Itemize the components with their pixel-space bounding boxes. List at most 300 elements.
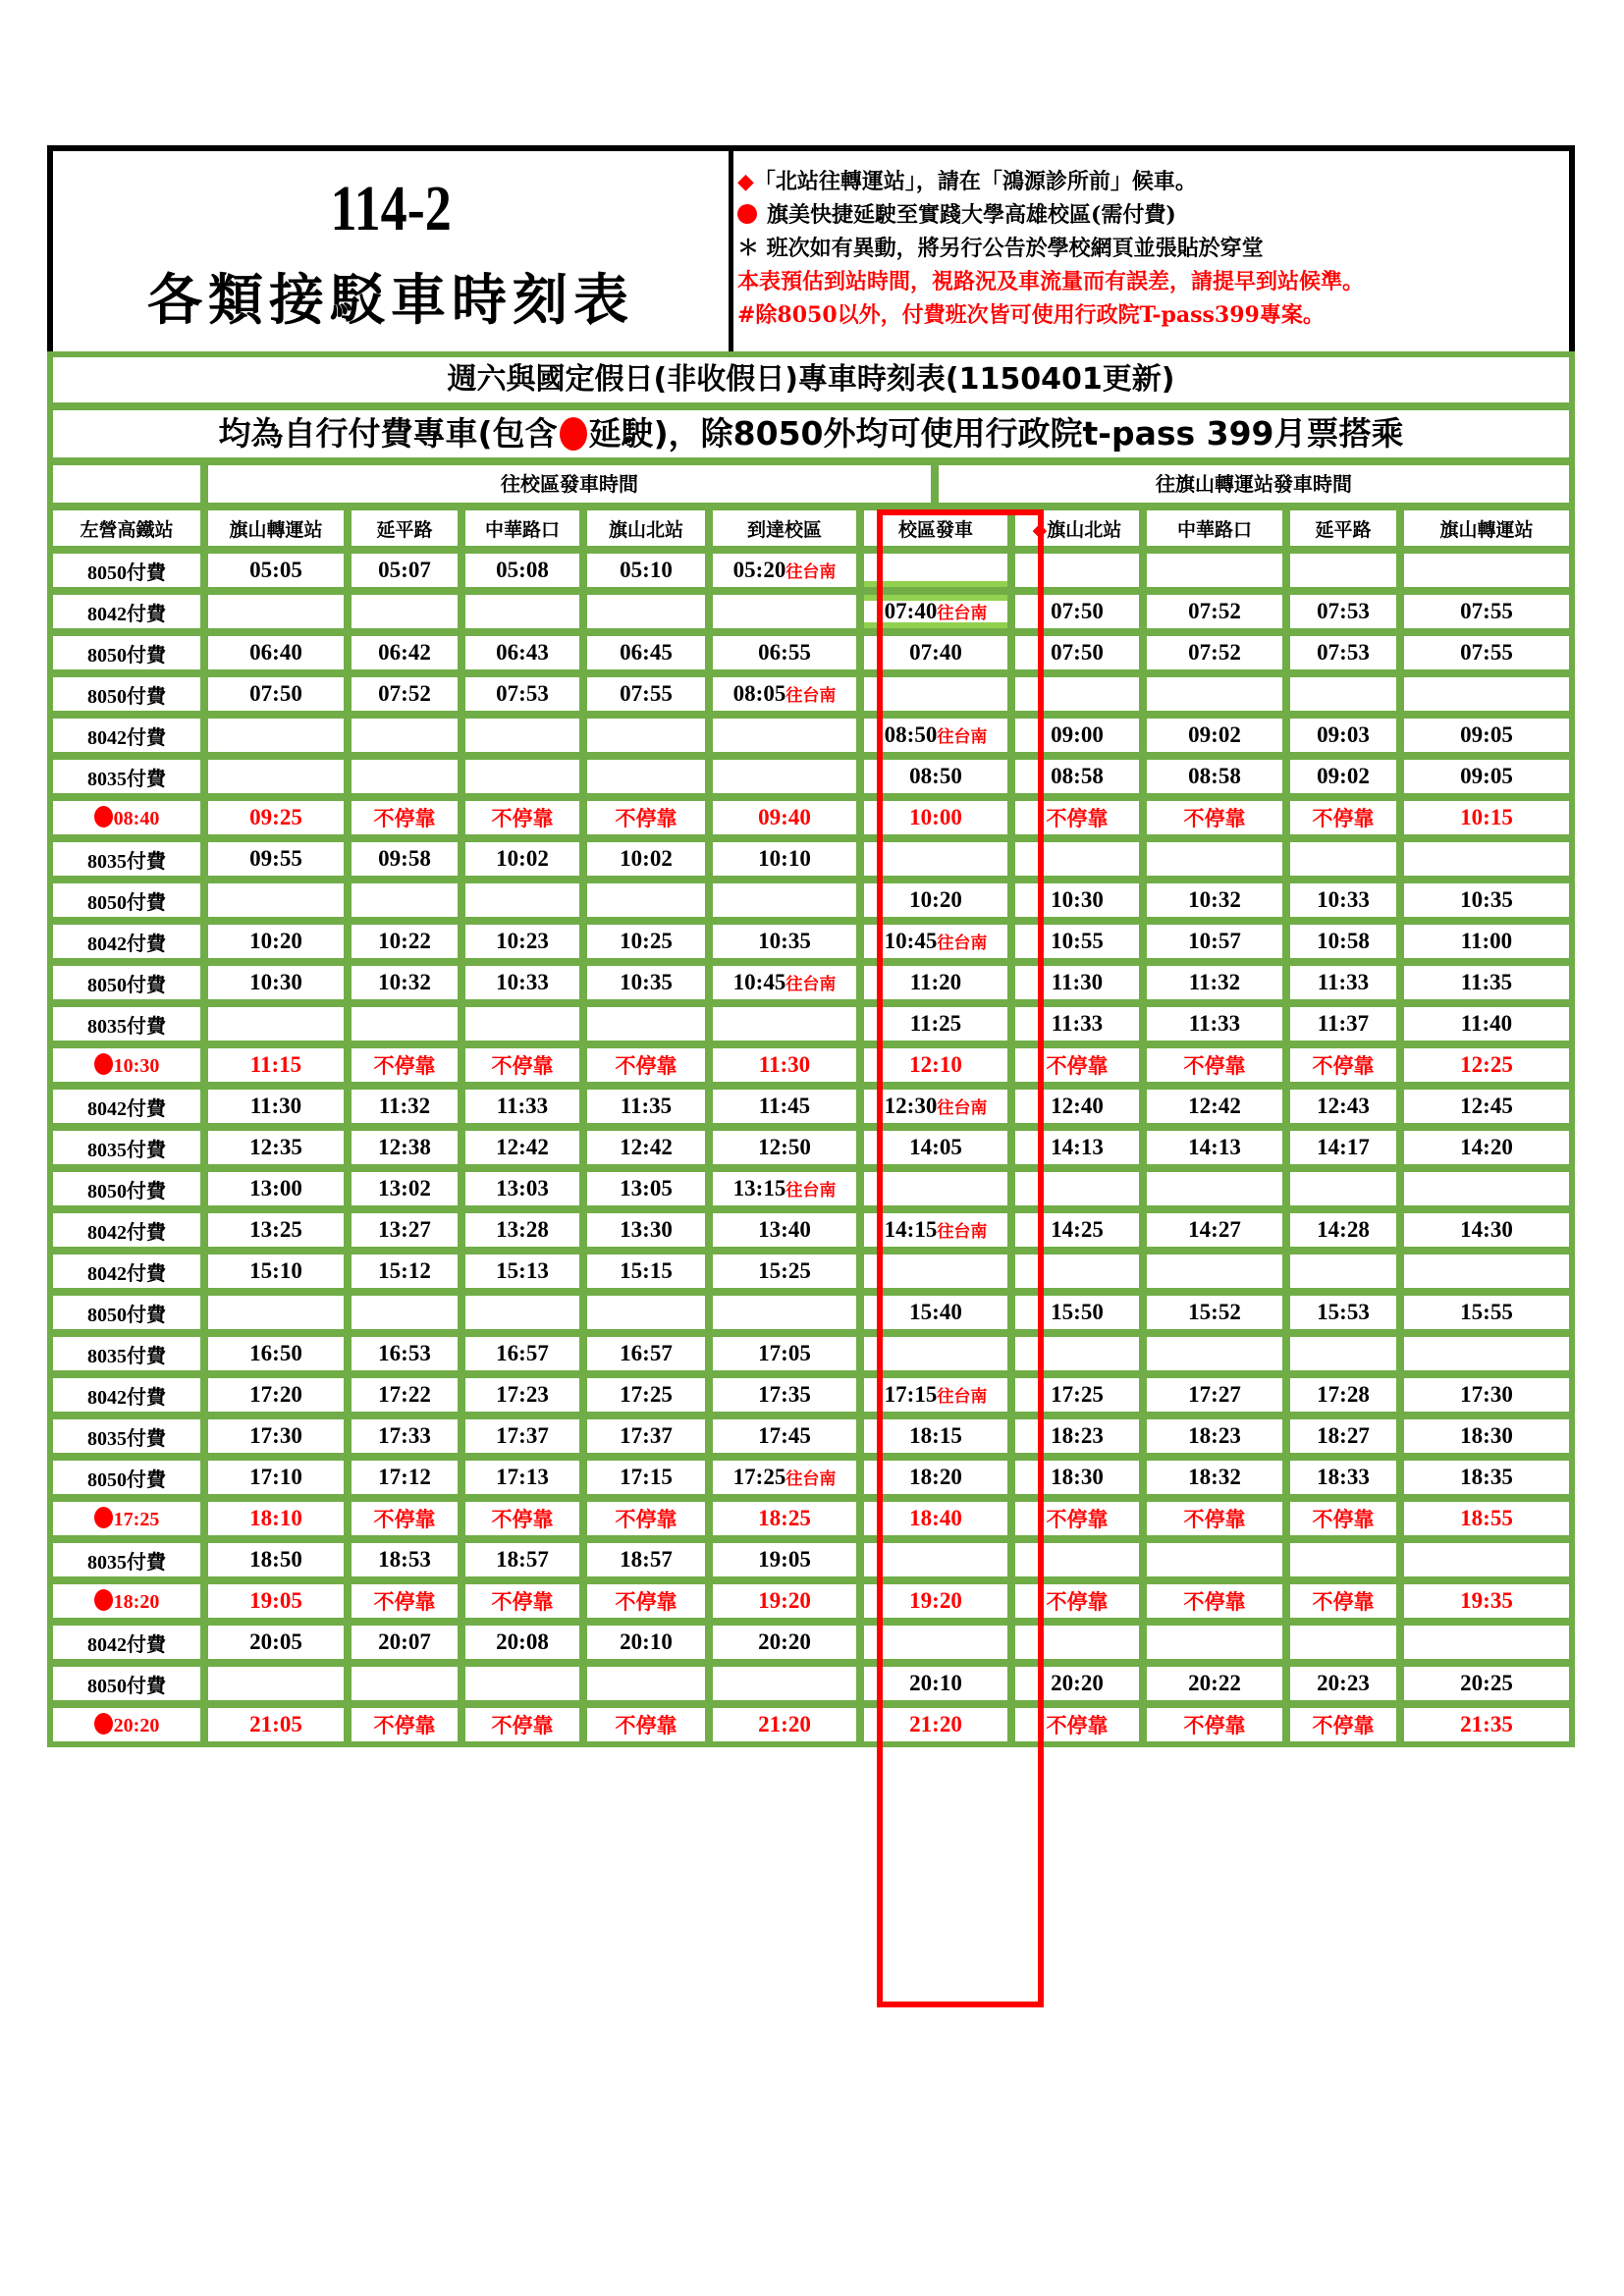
time-cell [1015,1543,1139,1576]
table-row [53,1584,1569,1618]
time-cell: 11:33 [1147,1007,1282,1041]
time-cell: 18:27 [1290,1419,1396,1453]
time-cell: 05:05 [208,554,344,587]
time-cell [713,760,856,793]
time-cell: 20:08 [465,1626,579,1659]
time-cell: 不停靠 [1015,1048,1139,1082]
time-cell [465,1007,579,1041]
time-cell: 07:52 [1147,636,1282,669]
time-cell: 08:50 [864,760,1007,793]
time-cell: 11:30 [713,1048,856,1082]
time-cell: 09:03 [1290,719,1396,752]
time-cell [208,719,344,752]
column-header: 延平路 [352,510,458,546]
time-cell: 17:37 [465,1419,579,1453]
time-cell [587,1296,705,1329]
time-cell: 14:25 [1015,1213,1139,1247]
time-cell: 不停靠 [587,1584,705,1618]
time-cell: 19:20 [864,1584,1007,1618]
express-dot-icon [94,1589,113,1611]
time-cell: 20:10 [864,1667,1007,1700]
route-cell: 8050付費 [53,1461,200,1494]
time-cell: 19:35 [1404,1584,1569,1618]
to-tainan-tag: 往台南 [937,1222,988,1242]
route-cell: 8050付費 [53,1172,200,1205]
time-cell: 18:35 [1404,1461,1569,1494]
time-cell: 08:50往台南 [864,719,1007,752]
time-cell: 10:00 [864,801,1007,834]
table-row [53,760,1569,793]
time-cell: 11:15 [208,1048,344,1082]
time-cell: 10:35 [587,966,705,999]
time-cell: 12:10 [864,1048,1007,1082]
time-cell [864,1626,1007,1659]
table-row [53,1007,1569,1041]
time-cell [208,1296,344,1329]
route-cell: 8050付費 [53,554,200,587]
time-cell: 13:00 [208,1172,344,1205]
time-cell [713,1667,856,1700]
to-tainan-tag: 往台南 [785,686,837,706]
time-cell: 12:38 [352,1131,458,1164]
time-cell: 14:20 [1404,1131,1569,1164]
group-blank [53,465,200,503]
red-dot-icon [737,204,757,224]
to-tainan-tag: 往台南 [785,1181,837,1201]
time-cell [352,760,458,793]
time-cell: 17:37 [587,1419,705,1453]
time-cell: 不停靠 [465,1048,579,1082]
express-dot-icon [94,1713,113,1735]
header [47,145,1575,351]
time-cell [1147,1172,1282,1205]
time-cell: 15:55 [1404,1296,1569,1329]
table-row [53,1502,1569,1535]
route-cell: 8042付費 [53,1378,200,1412]
route-cell: 8035付費 [53,1131,200,1164]
time-cell [1290,1255,1396,1288]
time-cell: 21:05 [208,1708,344,1741]
time-cell: 12:42 [1147,1090,1282,1123]
time-cell: 14:05 [864,1131,1007,1164]
table-row [53,1667,1569,1700]
time-cell: 10:22 [352,925,458,958]
direction-groups [53,465,1569,503]
note-line [737,165,1569,198]
time-cell: 18:23 [1147,1419,1282,1453]
time-cell [1015,677,1139,711]
table-row [53,966,1569,999]
time-cell: 不停靠 [1290,1584,1396,1618]
route-cell: 8042付費 [53,1255,200,1288]
column-header: 中華路口 [465,510,579,546]
time-cell: 12:35 [208,1131,344,1164]
route-cell: 8042付費 [53,925,200,958]
time-cell [1404,1255,1569,1288]
diamond-icon: ◆ [1032,518,1048,541]
time-cell [1015,1255,1139,1288]
time-cell: 10:02 [587,842,705,876]
time-cell: 12:40 [1015,1090,1139,1123]
time-cell: 不停靠 [465,1502,579,1535]
time-cell: 20:07 [352,1626,458,1659]
time-cell [1147,677,1282,711]
note-line [737,265,1569,298]
time-cell: 17:12 [352,1461,458,1494]
table-row [53,1090,1569,1123]
time-cell: 09:05 [1404,719,1569,752]
table-row [53,1419,1569,1453]
time-cell: 16:57 [587,1337,705,1370]
time-cell [1015,1172,1139,1205]
time-cell: 18:25 [713,1502,856,1535]
schedule-grid [47,351,1575,1747]
time-cell [1290,677,1396,711]
time-cell: 14:13 [1015,1131,1139,1164]
note-line [737,198,1569,232]
time-cell: 不停靠 [1147,1048,1282,1082]
time-cell: 11:30 [208,1090,344,1123]
time-cell: 08:58 [1147,760,1282,793]
column-header: 到達校區 [713,510,856,546]
fare-note-post: 延駛)，除8050外均可使用行政院t-pass 399月票搭乘 [588,414,1404,453]
time-cell: 16:57 [465,1337,579,1370]
title-box [53,151,733,351]
time-cell [208,1007,344,1041]
time-cell: 05:08 [465,554,579,587]
to-tainan-tag: 往台南 [937,727,988,747]
route-cell: 8050付費 [53,636,200,669]
diamond-icon: ◆ [737,169,754,194]
time-cell: 19:20 [713,1584,856,1618]
time-cell [1404,1337,1569,1370]
time-cell: 09:02 [1290,760,1396,793]
table-row [53,1131,1569,1164]
time-cell: 18:10 [208,1502,344,1535]
time-cell: 17:25往台南 [713,1461,856,1494]
semester-code: 114-2 [330,173,452,244]
time-cell [1290,1543,1396,1576]
time-cell: 17:13 [465,1461,579,1494]
time-cell [864,677,1007,711]
route-cell: 8042付費 [53,1090,200,1123]
time-cell: 08:05往台南 [713,677,856,711]
time-cell: 08:58 [1015,760,1139,793]
route-cell: 8035付費 [53,1337,200,1370]
time-cell [713,883,856,917]
time-cell: 20:05 [208,1626,344,1659]
to-tainan-tag: 往台南 [937,1098,988,1118]
time-cell: 12:43 [1290,1090,1396,1123]
time-cell: 12:42 [465,1131,579,1164]
time-cell [1290,554,1396,587]
time-cell: 10:58 [1290,925,1396,958]
time-cell [1147,1337,1282,1370]
time-cell [1015,1337,1139,1370]
time-cell: 18:40 [864,1502,1007,1535]
time-cell: 16:53 [352,1337,458,1370]
time-cell: 06:42 [352,636,458,669]
time-cell: 09:40 [713,801,856,834]
time-cell: 18:20 [864,1461,1007,1494]
time-cell [864,1172,1007,1205]
schedule-title: 週六與國定假日(非收假日)專車時刻表(1150401更新) [53,357,1569,402]
time-cell: 18:50 [208,1543,344,1576]
to-tainan-tag: 往台南 [937,934,988,953]
table-row [53,554,1569,587]
time-cell: 09:00 [1015,719,1139,752]
time-cell [465,1296,579,1329]
time-cell: 05:20往台南 [713,554,856,587]
time-cell: 16:50 [208,1337,344,1370]
table-row [53,1296,1569,1329]
time-cell [1147,1626,1282,1659]
time-cell: 不停靠 [1290,1708,1396,1741]
group-to-qishan: 往旗山轉運站發車時間 [939,465,1569,503]
time-cell: 18:55 [1404,1502,1569,1535]
page-title: 各類接駁車時刻表 [147,269,634,333]
time-cell: 10:55 [1015,925,1139,958]
time-cell: 13:05 [587,1172,705,1205]
time-cell: 12:45 [1404,1090,1569,1123]
time-cell: 18:33 [1290,1461,1396,1494]
note-text: #除8050以外，付費班次皆可使用行政院T-pass399專案。 [737,302,1325,328]
time-cell: 15:50 [1015,1296,1139,1329]
table-row [53,801,1569,834]
to-tainan-tag: 往台南 [785,975,837,994]
time-cell: 11:40 [1404,1007,1569,1041]
time-cell: 10:35 [1404,883,1569,917]
time-cell: 12:30往台南 [864,1090,1007,1123]
time-cell [1404,842,1569,876]
time-cell [1290,1626,1396,1659]
route-cell: 8035付費 [53,1007,200,1041]
note-text: 本表預估到站時間，視路況及車流量而有誤差，請提早到站候準。 [737,269,1365,294]
route-cell: 8050付費 [53,1296,200,1329]
time-cell: 20:22 [1147,1667,1282,1700]
time-cell: 12:42 [587,1131,705,1164]
time-cell: 15:52 [1147,1296,1282,1329]
time-cell: 11:32 [1147,966,1282,999]
time-cell [1404,1626,1569,1659]
time-cell [208,883,344,917]
table-row [53,1543,1569,1576]
table-row [53,1461,1569,1494]
time-cell: 10:20 [864,883,1007,917]
time-cell: 11:25 [864,1007,1007,1041]
time-cell: 07:55 [1404,636,1569,669]
timetable-page [47,145,1575,1747]
time-cell [713,1007,856,1041]
time-cell: 不停靠 [587,1048,705,1082]
time-cell [587,760,705,793]
time-cell: 18:57 [465,1543,579,1576]
time-cell: 10:20 [208,925,344,958]
time-cell: 07:50 [1015,636,1139,669]
time-cell: 15:15 [587,1255,705,1288]
to-tainan-tag: 往台南 [937,1387,988,1407]
time-cell: 10:30 [1015,883,1139,917]
time-cell: 21:20 [864,1708,1007,1741]
time-cell: 14:17 [1290,1131,1396,1164]
time-cell: 不停靠 [465,801,579,834]
time-cell: 不停靠 [587,1502,705,1535]
asterisk-icon: ＊ [737,236,767,261]
time-cell [1290,842,1396,876]
fare-note [53,410,1569,457]
time-cell: 不停靠 [1015,1584,1139,1618]
note-line [737,232,1569,265]
time-cell: 11:33 [465,1090,579,1123]
time-cell: 18:30 [1404,1419,1569,1453]
time-cell: 07:53 [465,677,579,711]
table-row [53,1213,1569,1247]
time-cell: 11:30 [1015,966,1139,999]
time-cell: 17:35 [713,1378,856,1412]
time-cell: 06:43 [465,636,579,669]
fare-note-pre: 均為自行付費專車(包含 [218,414,558,453]
column-header-row [53,510,1569,546]
time-cell: 05:10 [587,554,705,587]
note-text: 「北站往轉運站」，請在「鴻源診所前」候車。 [753,169,1197,194]
time-cell [1404,554,1569,587]
time-cell: 17:10 [208,1461,344,1494]
time-cell [352,1667,458,1700]
table-row [53,595,1569,628]
time-cell: 07:53 [1290,595,1396,628]
time-cell: 18:15 [864,1419,1007,1453]
time-cell: 11:20 [864,966,1007,999]
time-cell: 18:30 [1015,1461,1139,1494]
time-cell [864,554,1007,587]
time-cell [352,595,458,628]
time-cell: 20:25 [1404,1667,1569,1700]
time-cell: 不停靠 [1015,1708,1139,1741]
time-cell: 不停靠 [465,1584,579,1618]
time-cell [1404,677,1569,711]
express-dot-icon [94,1507,113,1528]
time-cell [587,719,705,752]
time-cell: 11:33 [1015,1007,1139,1041]
time-cell: 13:40 [713,1213,856,1247]
time-cell [864,842,1007,876]
route-cell: 8035付費 [53,1543,200,1576]
time-cell [1015,1626,1139,1659]
time-cell [208,1667,344,1700]
time-cell: 17:25 [587,1378,705,1412]
time-cell: 09:25 [208,801,344,834]
time-cell: 11:37 [1290,1007,1396,1041]
time-cell: 10:32 [1147,883,1282,917]
time-cell: 不停靠 [1015,801,1139,834]
time-cell: 不停靠 [1147,1502,1282,1535]
time-cell: 10:57 [1147,925,1282,958]
route-cell: 8035付費 [53,1419,200,1453]
time-cell: 07:50 [208,677,344,711]
route-cell: 8050付費 [53,1667,200,1700]
route-cell: 8050付費 [53,677,200,711]
time-cell: 21:35 [1404,1708,1569,1741]
column-header: 延平路 [1290,510,1396,546]
time-cell [587,595,705,628]
time-cell: 07:40 [864,636,1007,669]
time-cell: 17:05 [713,1337,856,1370]
route-cell: 10:30 [53,1048,200,1082]
time-cell: 17:45 [713,1419,856,1453]
route-cell: 8035付費 [53,842,200,876]
time-cell: 20:20 [713,1626,856,1659]
time-cell [713,719,856,752]
time-cell: 不停靠 [352,1584,458,1618]
time-cell: 不停靠 [587,1708,705,1741]
time-cell: 10:33 [1290,883,1396,917]
time-cell: 17:15 [587,1461,705,1494]
route-cell: 8050付費 [53,883,200,917]
column-header: 左營高鐵站 [53,510,200,546]
time-cell: 06:40 [208,636,344,669]
column-header: 旗山北站 [587,510,705,546]
time-cell: 15:12 [352,1255,458,1288]
time-cell: 11:45 [713,1090,856,1123]
route-cell: 8035付費 [53,760,200,793]
time-cell [208,760,344,793]
time-cell [1015,554,1139,587]
table-row [53,1626,1569,1659]
time-cell: 18:57 [587,1543,705,1576]
time-cell: 不停靠 [1147,1708,1282,1741]
time-cell [465,595,579,628]
time-cell: 07:55 [1404,595,1569,628]
time-cell: 17:22 [352,1378,458,1412]
time-cell: 10:23 [465,925,579,958]
group-to-campus: 往校區發車時間 [208,465,931,503]
time-cell: 14:30 [1404,1213,1569,1247]
time-cell: 不停靠 [587,801,705,834]
time-cell: 14:13 [1147,1131,1282,1164]
time-cell: 10:02 [465,842,579,876]
time-cell [1147,554,1282,587]
table-row [53,1378,1569,1412]
time-cell: 06:45 [587,636,705,669]
time-cell: 07:50 [1015,595,1139,628]
route-cell: 8042付費 [53,1213,200,1247]
table-row [53,719,1569,752]
time-cell [465,883,579,917]
time-cell: 12:25 [1404,1048,1569,1082]
table-row [53,677,1569,711]
time-cell: 17:28 [1290,1378,1396,1412]
time-cell: 不停靠 [352,1708,458,1741]
time-cell: 10:33 [465,966,579,999]
time-cell: 10:30 [208,966,344,999]
route-cell: 20:20 [53,1708,200,1741]
timetable [45,503,1577,1749]
time-cell: 13:03 [465,1172,579,1205]
time-cell [1404,1172,1569,1205]
time-cell [1147,842,1282,876]
column-header: 中華路口 [1147,510,1282,546]
time-cell: 不停靠 [352,1048,458,1082]
table-row [53,842,1569,876]
time-cell: 10:15 [1404,801,1569,834]
to-tainan-tag: 往台南 [937,604,988,623]
time-cell [352,883,458,917]
time-cell: 不停靠 [1290,1502,1396,1535]
time-cell: 11:35 [1404,966,1569,999]
to-tainan-tag: 往台南 [785,1469,837,1489]
time-cell [1147,1255,1282,1288]
time-cell [1404,1543,1569,1576]
